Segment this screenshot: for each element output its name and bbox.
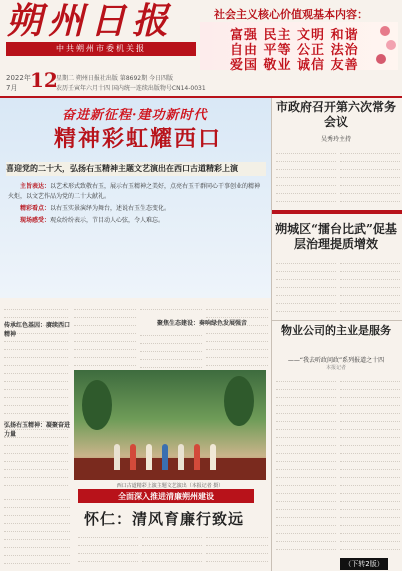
text-line (74, 342, 136, 350)
lead-subheadline: 喜迎党的二十大，弘扬右玉精神主题文艺演出在西口古道精彩上演 (6, 162, 266, 176)
text-line (4, 548, 70, 556)
text-line (78, 546, 138, 554)
text-line (276, 162, 336, 170)
blossom-icon (376, 54, 386, 64)
text-line (4, 446, 68, 454)
text-line (340, 502, 400, 510)
story-subhead: 吴秀玲主持 (320, 136, 351, 143)
text-line (276, 470, 336, 478)
text-line (276, 534, 336, 542)
text-line (276, 430, 336, 438)
text-line (276, 446, 336, 454)
section-head: 传承红色基因：赓续西口精神 (4, 322, 71, 338)
text-line (4, 398, 68, 406)
text-line (206, 318, 268, 326)
text-line (340, 154, 400, 162)
text-line (340, 374, 400, 382)
text-line (4, 342, 68, 350)
story-headline: 物业公司的主业是服务 (281, 324, 391, 337)
text-line (340, 280, 400, 288)
newspaper-logo: 朔州日报 (6, 0, 175, 42)
text-line (276, 146, 336, 154)
text-line (276, 178, 336, 186)
dateline-lunar: 农历壬寅年六月十四 国内统一连续出版物号CN14-0031 (56, 85, 206, 92)
text-line (340, 288, 400, 296)
continued-tag: （下转2版） (340, 558, 388, 570)
section-head: 弘扬右玉精神：凝聚奋进力量 (4, 422, 71, 438)
text-line (140, 352, 202, 360)
text-line (142, 538, 202, 546)
text-line (74, 334, 136, 342)
text-line (340, 534, 400, 542)
performer-shape (162, 444, 168, 470)
section-head: 聚焦生态建设：奏响绿色发展强音 (156, 320, 247, 327)
text-line (340, 390, 400, 398)
body-column-right (276, 374, 336, 556)
summary-label: 精彩看点： (20, 205, 51, 212)
text-line (4, 508, 70, 516)
text-line (340, 272, 400, 280)
body-column-bottom (206, 530, 268, 568)
text-line (4, 438, 68, 446)
text-line (74, 326, 136, 334)
text-line (4, 524, 70, 532)
summary-text: 以右玉实景演绎为舞台，述说右玉生态变化。 (50, 205, 171, 212)
text-line (276, 494, 336, 502)
text-line (340, 542, 400, 550)
text-line (206, 538, 268, 546)
performer-shape (210, 444, 216, 470)
text-line (4, 532, 70, 540)
column-banner: 全面深入推进清廉朔州建设 (78, 489, 254, 503)
bottom-headline: 怀仁：清风育廉行致远 (84, 510, 245, 528)
text-line (4, 492, 70, 500)
text-line (78, 530, 138, 538)
text-line (340, 256, 400, 264)
text-line (276, 414, 336, 422)
body-column-bottom (4, 492, 70, 568)
body-column-bottom (78, 530, 138, 568)
blossom-icon (380, 26, 390, 36)
tree-shape (224, 376, 254, 426)
lead-summary (8, 182, 264, 228)
slogan-box (200, 22, 398, 73)
text-line (78, 538, 138, 546)
text-line (276, 542, 336, 550)
text-line (276, 304, 336, 312)
text-line (140, 344, 202, 352)
text-line (74, 302, 136, 310)
body-column-bottom (142, 530, 202, 568)
text-line (340, 438, 400, 446)
text-line (276, 280, 336, 288)
body-column-mid (140, 302, 202, 316)
text-line (340, 406, 400, 414)
text-line (4, 454, 68, 462)
text-line (276, 264, 336, 272)
text-line (4, 390, 68, 398)
lead-headline: 精神彩虹耀西口 (54, 126, 223, 152)
text-line (340, 162, 400, 170)
text-line (140, 302, 202, 310)
text-line (276, 382, 336, 390)
text-line (4, 302, 68, 310)
tree-shape (82, 380, 112, 430)
text-line (276, 486, 336, 494)
dateline-issue: 星期二 朔州日报社出版 第8692期 今日四版 (56, 75, 173, 82)
summary-text: 以艺术形式致敬右玉，展示右玉精神之美好，点亮右玉干群同心干事创业的精神火炬，以文艺作品为党的二十大献礼。 (8, 183, 261, 200)
summary-text: 观众纷纷表示，节目动人心弦，令人难忘。 (50, 217, 165, 224)
text-line (206, 358, 268, 366)
text-line (340, 430, 400, 438)
masthead (0, 0, 402, 73)
text-line (206, 342, 268, 350)
text-line (276, 438, 336, 446)
text-line (4, 310, 68, 318)
text-line (340, 422, 400, 430)
text-line (276, 374, 336, 382)
text-line (276, 526, 336, 534)
body-column-right (340, 146, 400, 206)
text-line (206, 350, 268, 358)
date-day: 12 (30, 68, 58, 92)
text-line (4, 366, 68, 374)
text-line (276, 154, 336, 162)
text-line (340, 170, 400, 178)
text-line (276, 194, 336, 202)
text-line (276, 296, 336, 304)
lead-kicker: 奋进新征程·建功新时代 (62, 108, 208, 123)
summary-paragraph (8, 216, 264, 226)
date-year: 2022年 (6, 74, 31, 82)
text-line (276, 454, 336, 462)
story-headline: 朔城区“擂台比武”促基层治理提质增效 (275, 222, 397, 251)
slogan-line-3: 爱国 敬业 诚信 友善 (230, 58, 359, 73)
text-line (4, 350, 68, 358)
text-line (206, 326, 268, 334)
text-line (4, 358, 68, 366)
text-line (4, 406, 68, 414)
slogan-line-1: 富强 民主 文明 和谐 (230, 28, 359, 43)
text-line (276, 170, 336, 178)
text-line (340, 382, 400, 390)
text-line (140, 336, 202, 344)
text-line (4, 556, 70, 564)
text-line (340, 446, 400, 454)
text-line (276, 186, 336, 194)
text-line (4, 516, 70, 524)
text-line (4, 470, 68, 478)
text-line (206, 546, 268, 554)
text-line (142, 554, 202, 562)
summary-label: 主旨表达： (20, 183, 51, 190)
lead-story-header (0, 98, 272, 298)
dateline (0, 70, 402, 96)
text-line (276, 510, 336, 518)
performer-shape (178, 444, 184, 470)
text-line (340, 478, 400, 486)
text-line (206, 334, 268, 342)
text-line (340, 518, 400, 526)
text-line (340, 146, 400, 154)
text-line (340, 178, 400, 186)
text-line (276, 406, 336, 414)
text-line (340, 510, 400, 518)
slogan-title: 社会主义核心价值观基本内容： (214, 8, 368, 21)
text-line (276, 256, 336, 264)
text-line (276, 502, 336, 510)
text-line (340, 264, 400, 272)
section-ribbon (272, 210, 402, 214)
photo-caption: 西口古道精彩上演主题文艺演出（本报记者 摄） (116, 483, 224, 489)
text-line (276, 272, 336, 280)
text-line (340, 470, 400, 478)
text-line (4, 540, 70, 548)
performance-photo (74, 370, 266, 480)
body-column-mid (206, 302, 268, 366)
text-line (142, 546, 202, 554)
text-line (4, 462, 68, 470)
text-line (78, 554, 138, 562)
date-month: 7月 (6, 84, 18, 92)
text-line (340, 526, 400, 534)
text-line (340, 304, 400, 312)
text-line (276, 462, 336, 470)
text-line (340, 398, 400, 406)
text-line (74, 310, 136, 318)
body-column-right (340, 374, 400, 556)
text-line (340, 186, 400, 194)
text-line (340, 494, 400, 502)
text-line (4, 478, 68, 486)
story-byline: 本报记者 (325, 365, 346, 371)
text-line (206, 554, 268, 562)
text-line (206, 530, 268, 538)
performer-shape (130, 444, 136, 470)
body-column-right (276, 146, 336, 206)
summary-paragraph (8, 204, 264, 214)
text-line (340, 194, 400, 202)
text-line (140, 360, 202, 368)
text-line (276, 288, 336, 296)
summary-label: 现场感受： (20, 217, 51, 224)
text-line (340, 454, 400, 462)
text-line (340, 486, 400, 494)
text-line (74, 358, 136, 366)
text-line (206, 310, 268, 318)
body-column-right (340, 256, 400, 318)
summary-paragraph (8, 182, 264, 202)
section-divider (272, 320, 402, 321)
text-line (340, 296, 400, 304)
text-line (276, 422, 336, 430)
text-line (74, 350, 136, 358)
text-line (4, 500, 70, 508)
text-line (4, 382, 68, 390)
body-column-right (276, 256, 336, 318)
performer-shape (146, 444, 152, 470)
slogan-line-2: 自由 平等 公正 法治 (230, 43, 359, 58)
blossom-icon (386, 40, 396, 50)
performer-shape (194, 444, 200, 470)
text-line (140, 328, 202, 336)
body-column-mid (74, 302, 136, 366)
story-subhead: ——“我去听政问政”系列报道之十四 (287, 357, 385, 364)
text-line (74, 318, 136, 326)
text-line (276, 390, 336, 398)
text-line (4, 374, 68, 382)
text-line (340, 414, 400, 422)
body-column-mid (140, 328, 202, 368)
text-line (276, 518, 336, 526)
text-line (340, 462, 400, 470)
text-line (276, 478, 336, 486)
story-headline: 市政府召开第六次常务会议 (275, 100, 396, 129)
logo-subtitle: 中共朔州市委机关报 (6, 42, 196, 56)
text-line (142, 530, 202, 538)
text-line (206, 302, 268, 310)
performer-shape (114, 444, 120, 470)
text-line (276, 398, 336, 406)
stage-shape (74, 458, 266, 480)
